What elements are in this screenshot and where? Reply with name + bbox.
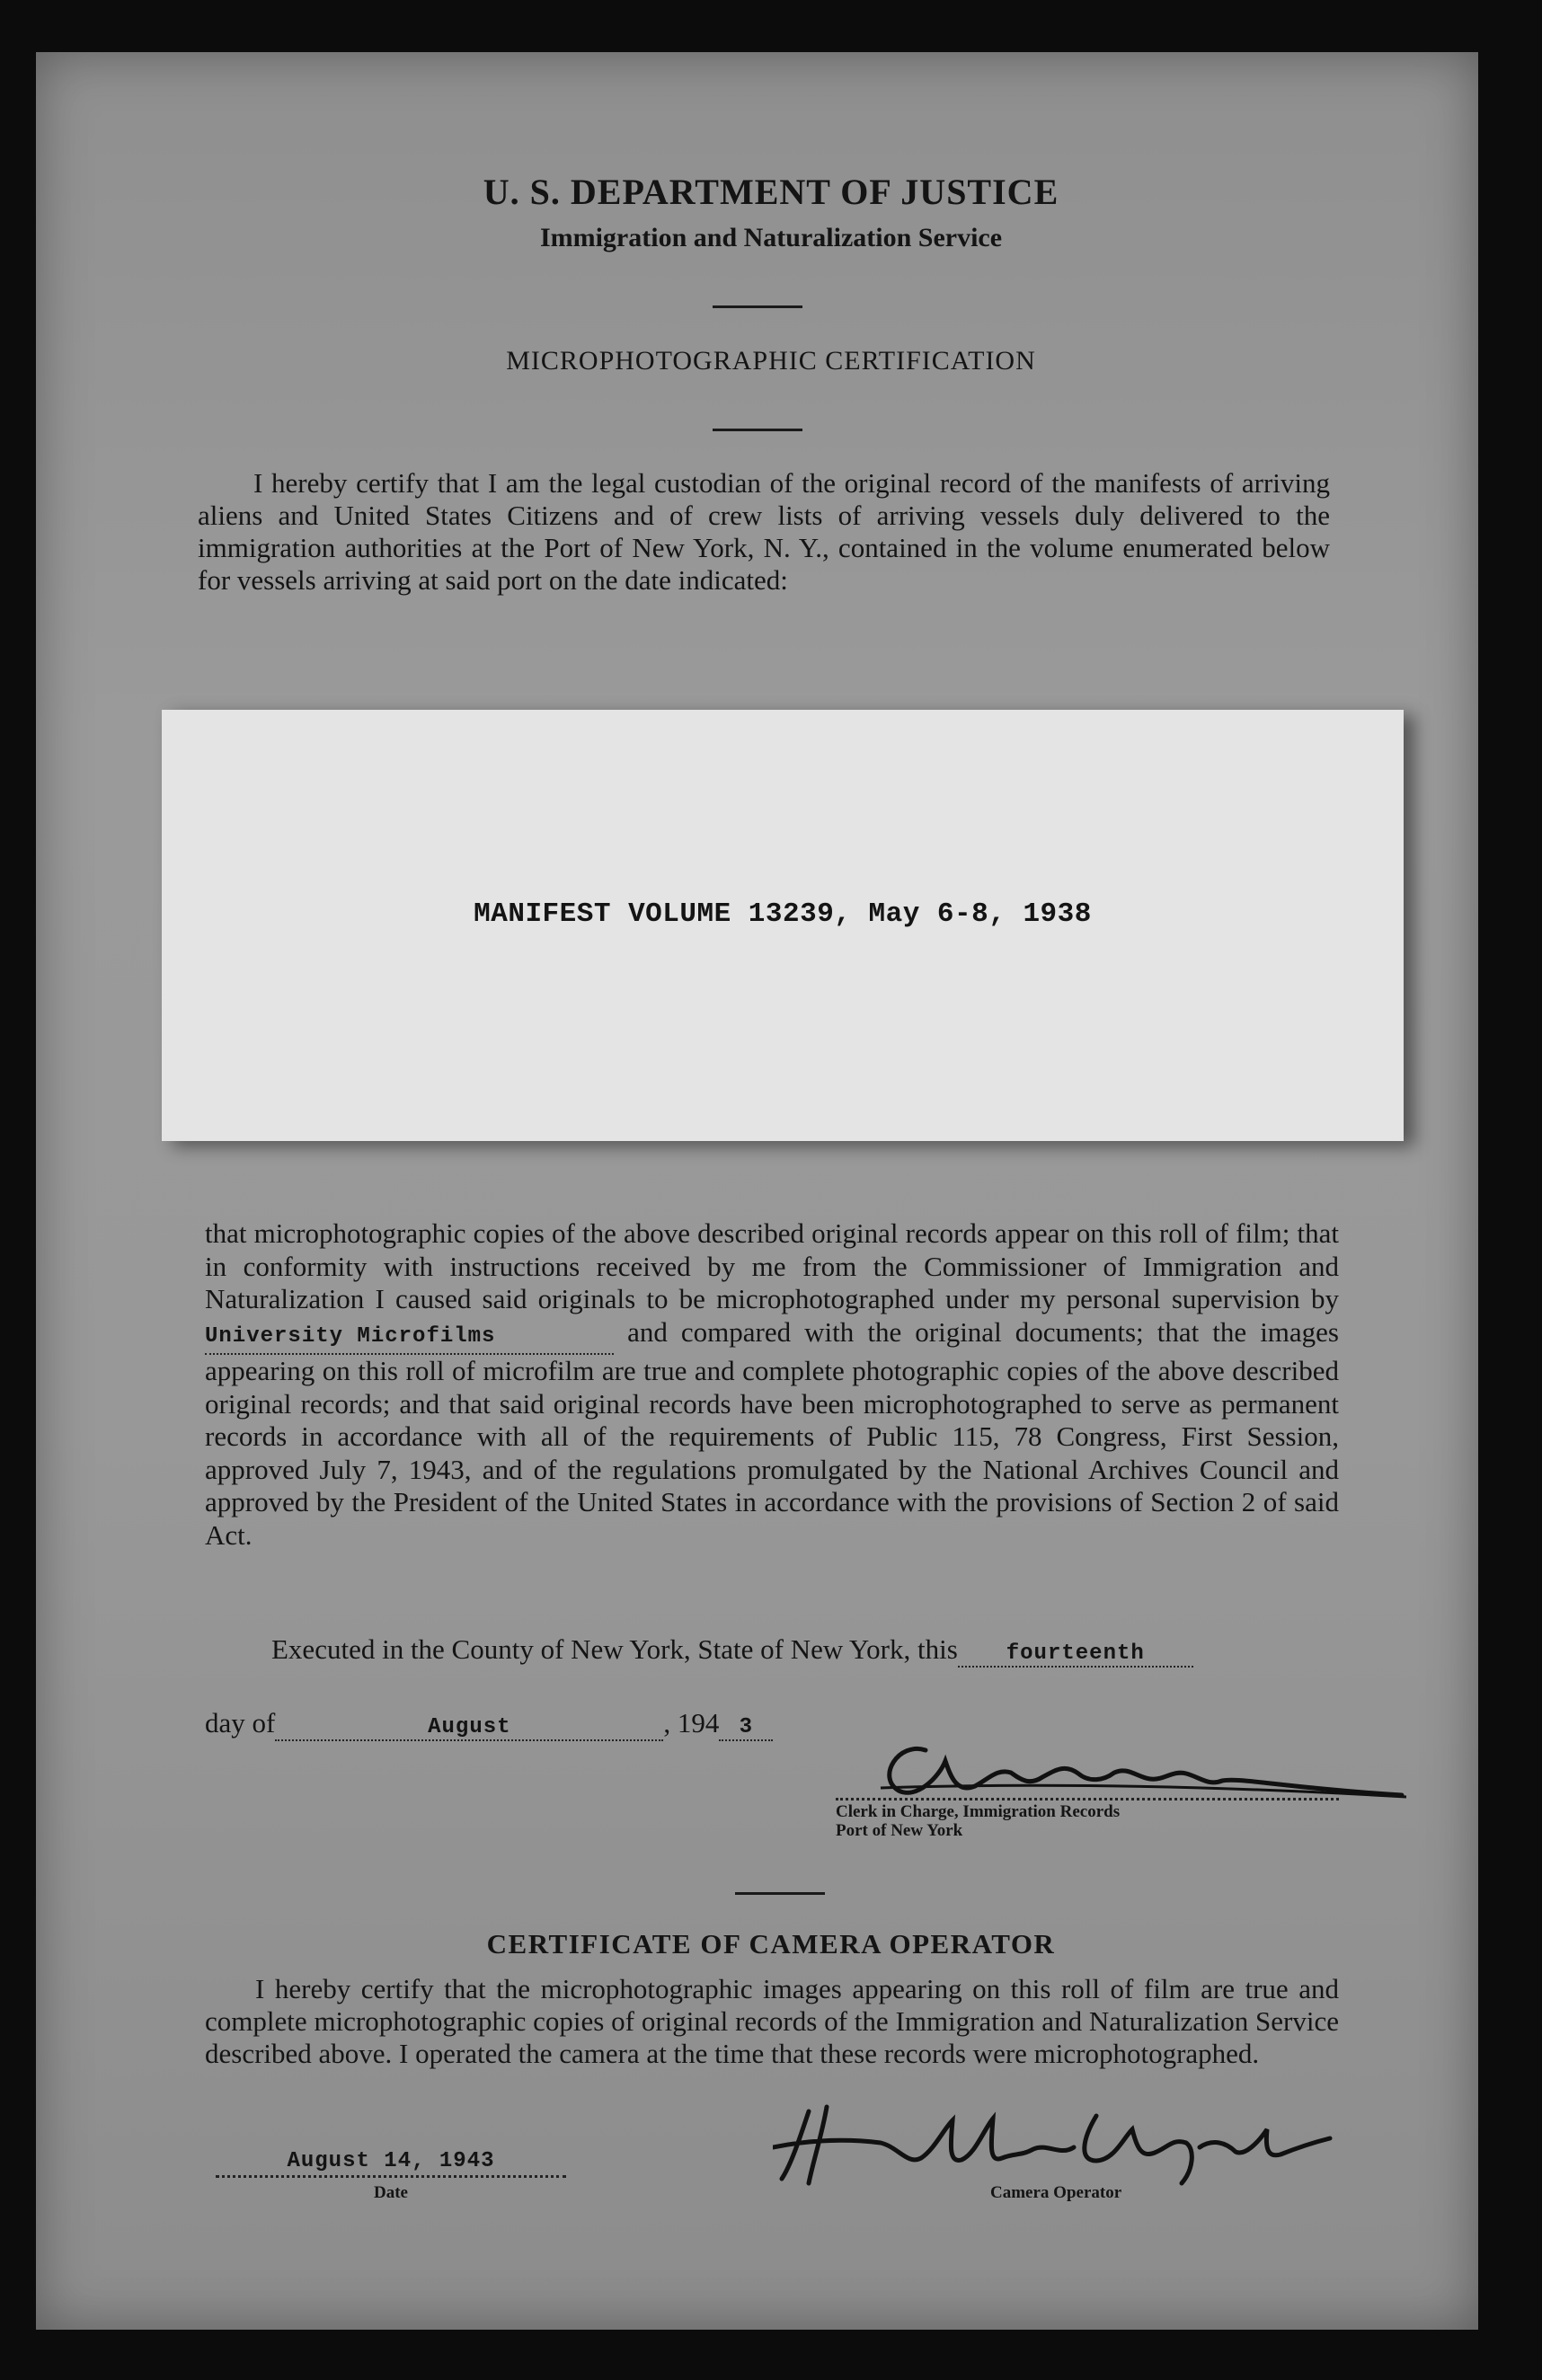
execution-day: fourteenth [958,1641,1193,1668]
intro-paragraph: I hereby certify that I am the legal custodian of the original record of the manifests of arriving aliens and United States Citizens and of crew lists of arriving vessels duly delivered to the immigration authorities at the Port of New York, N. Y., contained in the volume enumerated below for vessels arriving at said port on the date indicated: [198,467,1330,596]
service-subheading: Immigration and Naturalization Service [539,223,1003,252]
execution-month: August [275,1715,663,1741]
camera-date-label: Date [374,2183,408,2202]
camera-operator-paragraph: I hereby certify that the microphotographic images appearing on this roll of film are true and complete microphotographic copies of original records of the Immigration and Naturalization Service described above. I operated the camera at the time that these records were microphotographed. [205,1973,1339,2069]
microfilmer-name: University Microfilms [205,1321,614,1356]
certification-body [205,1217,1339,1552]
year-digit: 3 [719,1715,773,1741]
manifest-insert-slip [162,710,1404,1141]
camera-operator-heading: CERTIFICATE OF CAMERA OPERATOR [486,1928,1056,1960]
divider [713,305,802,308]
clerk-title [836,1802,1120,1840]
day-of-line [205,1707,773,1741]
clerk-title-line2: Port of New York [836,1821,963,1840]
clerk-signature-line [836,1798,1339,1800]
body-text-part2: and compared with the original documents; that the images appearing on this roll of microfilm are true and complete photographic copies of the above described original records; and that said original records have been microphotographed to serve as permanent records in accordance with all of the requirements of Public 115, 78 Congress, First Session, approved July 7, 1943, and of the regulations promulgated by the National Archives Council and approved by the President of the United States in accordance with the provisions of Section 2 of said Act. [205,1315,1339,1551]
executed-text: Executed in the County of New York, State of New York, this [271,1633,958,1665]
divider [713,429,802,431]
camera-operator-signature [773,2093,1357,2192]
body-text-part1: that microphotographic copies of the above described original records appear on this roll of film; that in conformity with instructions received by me from the Commissioner of Immigration and Naturalization I caused said originals to be microphotographed under my personal supervision by [205,1217,1339,1314]
divider [735,1892,825,1895]
camera-operator-label: Camera Operator [990,2183,1122,2202]
certification-title: MICROPHOTOGRAPHIC CERTIFICATION [506,346,1036,376]
executed-line [271,1633,1193,1668]
year-prefix: , 194 [663,1707,720,1739]
camera-date-block [216,2149,566,2203]
manifest-volume-text: MANIFEST VOLUME 13239, May 6-8, 1938 [474,898,1092,930]
day-of-label: day of [205,1707,276,1739]
clerk-title-line1: Clerk in Charge, Immigration Records [836,1802,1121,1821]
camera-date-value: August 14, 1943 [216,2149,566,2178]
department-heading: U. S. DEPARTMENT OF JUSTICE [483,172,1059,212]
